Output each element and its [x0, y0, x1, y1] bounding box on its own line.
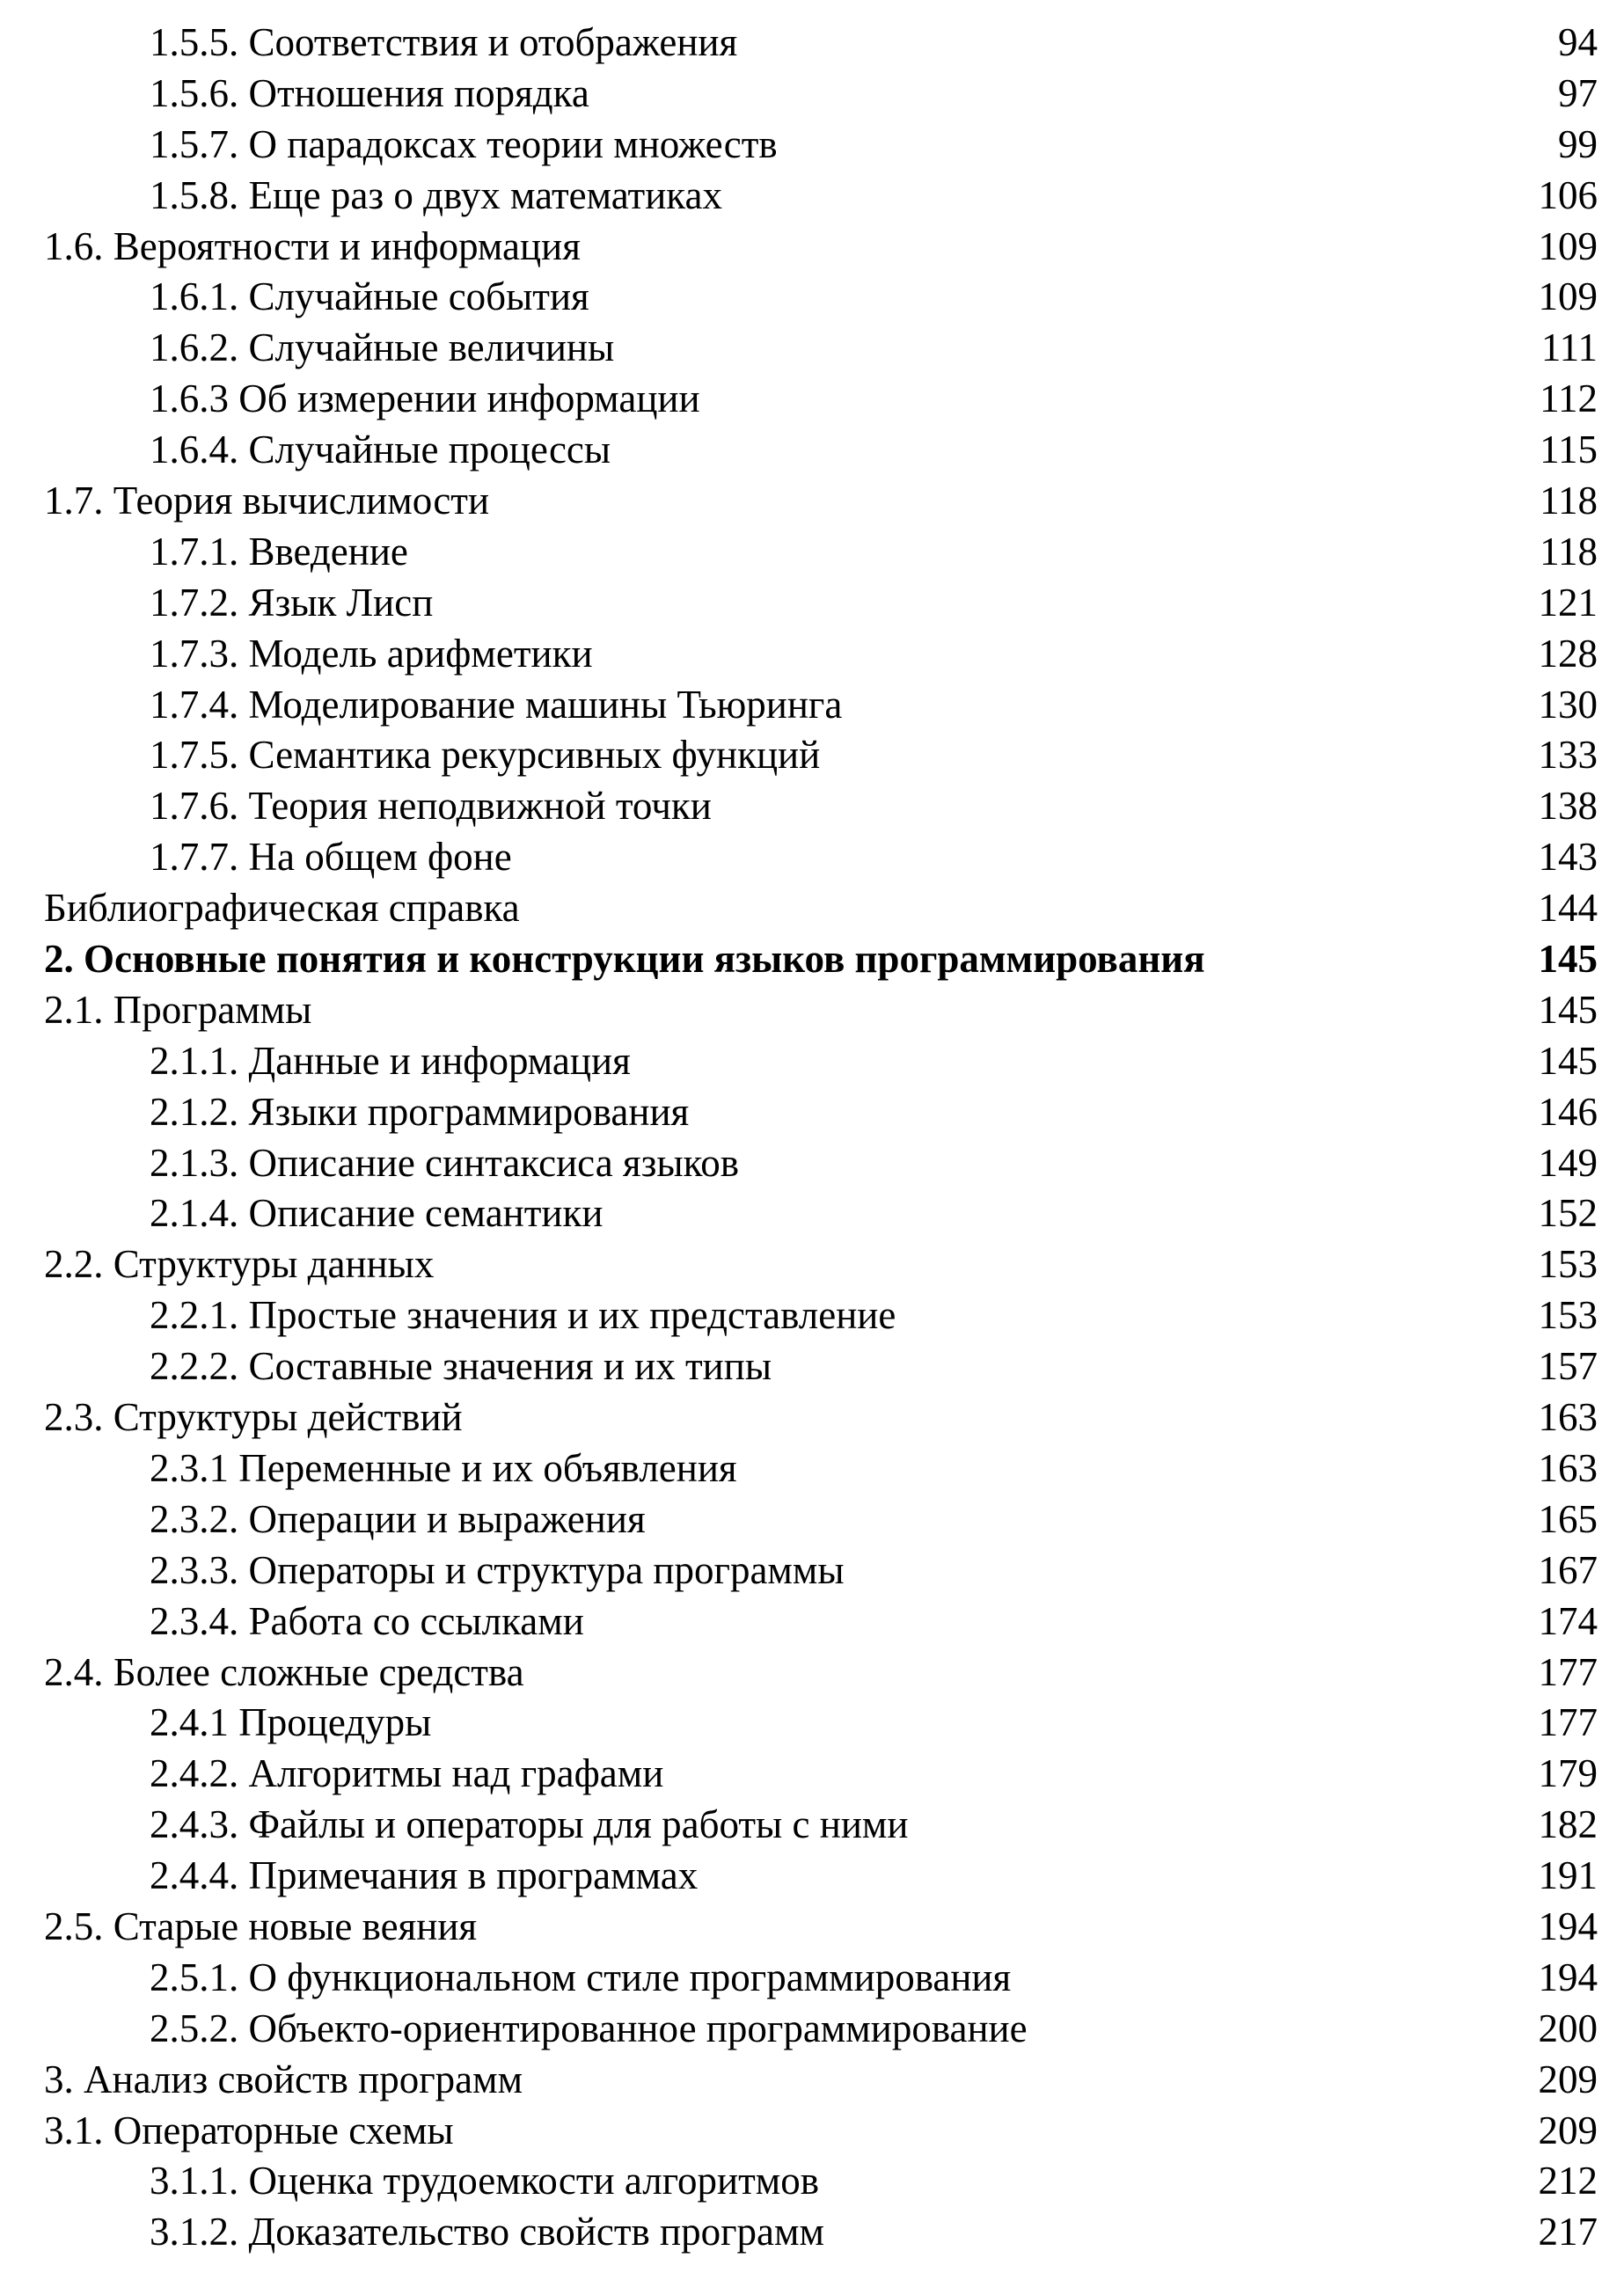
toc-subsection-entry	[0, 1749, 1624, 1800]
toc-section-entry	[0, 1902, 1624, 1953]
toc-entry-page-number: 157	[1538, 1344, 1598, 1389]
toc-subsection-entry	[0, 171, 1624, 222]
toc-subsection-entry	[0, 1597, 1624, 1648]
toc-entry-page-number: 145	[1538, 1038, 1598, 1083]
toc-entry-title: 1.6.4. Случайные процессы	[150, 428, 611, 472]
toc-entry-title: 1.5.8. Еще раз о двух математиках	[150, 172, 722, 217]
toc-subsection-entry	[0, 18, 1624, 69]
toc-entry-page-number: 165	[1538, 1496, 1598, 1541]
toc-subsection-entry	[0, 2004, 1624, 2055]
toc-entry-title: 2.2.1. Простые значения и их представление	[150, 1293, 896, 1338]
toc-entry-page-number: 212	[1538, 2159, 1598, 2203]
toc-entry-page-number: 177	[1538, 1649, 1598, 1694]
toc-subsection-entry	[0, 1494, 1624, 1546]
toc-entry-title: 2.1.4. Описание семантики	[150, 1191, 604, 1236]
toc-section-entry	[0, 2106, 1624, 2157]
toc-entry-page-number: 179	[1538, 1751, 1598, 1796]
toc-entry-title: 1.6.2. Случайные величины	[150, 325, 615, 370]
toc-section-entry	[0, 2055, 1624, 2106]
toc-subsection-entry	[0, 832, 1624, 883]
toc-entry-page-number: 152	[1538, 1191, 1598, 1236]
toc-entry-title: 2.1.2. Языки программирования	[150, 1089, 690, 1134]
toc-entry-title: 1.7.1. Введение	[150, 529, 408, 574]
toc-entry-page-number: 153	[1538, 1242, 1598, 1287]
toc-entry-page-number: 143	[1538, 835, 1598, 880]
toc-entry-title: 2.3.3. Операторы и структура программы	[150, 1547, 845, 1592]
toc-entry-title: 2.3. Структуры действий	[44, 1395, 463, 1440]
toc-entry-title: 1.6.1. Случайные события	[150, 274, 589, 319]
toc-entry-title: 1.7.4. Моделирование машины Тьюринга	[150, 682, 843, 727]
toc-entry-title: 1.7.3. Модель арифметики	[150, 631, 593, 676]
toc-entry-page-number: 130	[1538, 682, 1598, 727]
toc-subsection-entry	[0, 1188, 1624, 1239]
toc-entry-title: 2.4.1 Процедуры	[150, 1700, 432, 1745]
toc-entry-page-number: 167	[1538, 1547, 1598, 1592]
toc-entry-page-number: 99	[1558, 121, 1598, 166]
toc-entry-title: 1.7. Теория вычислимости	[44, 479, 490, 523]
toc-subsection-entry	[0, 578, 1624, 629]
toc-entry-page-number: 194	[1538, 1955, 1598, 1999]
toc-entry-page-number: 163	[1538, 1445, 1598, 1490]
toc-subsection-entry	[0, 527, 1624, 578]
toc-section-entry	[0, 1648, 1624, 1699]
toc-entry-title: 1.7.5. Семантика рекурсивных функций	[150, 733, 821, 778]
toc-entry-page-number: 149	[1538, 1140, 1598, 1185]
toc-entry-title: 2.3.2. Операции и выражения	[150, 1496, 646, 1541]
toc-entry-page-number: 118	[1540, 529, 1598, 574]
toc-entry-title: 3.1.1. Оценка трудоемкости алгоритмов	[150, 2159, 820, 2203]
toc-subsection-entry	[0, 629, 1624, 680]
toc-entry-page-number: 128	[1538, 631, 1598, 676]
toc-subsection-entry	[0, 323, 1624, 374]
toc-subsection-entry	[0, 374, 1624, 425]
toc-section-entry	[0, 222, 1624, 273]
toc-entry-page-number: 217	[1538, 2210, 1598, 2254]
toc-entry-page-number: 109	[1538, 223, 1598, 268]
toc-subsection-entry	[0, 781, 1624, 832]
toc-entry-title: 3.1.2. Доказательство свойств программ	[150, 2210, 824, 2254]
toc-entry-page-number: 106	[1538, 172, 1598, 217]
toc-entry-page-number: 118	[1540, 479, 1598, 523]
toc-entry-title: 2.4.3. Файлы и операторы для работы с ними	[150, 1802, 909, 1847]
toc-subsection-entry	[0, 1341, 1624, 1392]
toc-entry-page-number: 163	[1538, 1395, 1598, 1440]
toc-entry-title: 1.5.6. Отношения порядка	[150, 70, 589, 115]
toc-entry-title: 1.7.2. Язык Лисп	[150, 580, 434, 625]
toc-entry-title: 2.5. Старые новые веяния	[44, 1904, 478, 1948]
toc-entry-page-number: 133	[1538, 733, 1598, 778]
toc-entry-title: 2.1.3. Описание синтаксиса языков	[150, 1140, 739, 1185]
table-of-contents	[0, 18, 1624, 2258]
toc-section-entry	[0, 1392, 1624, 1443]
toc-entry-title: 1.5.7. О парадоксах теории множеств	[150, 121, 778, 166]
toc-entry-page-number: 209	[1538, 2108, 1598, 2152]
toc-entry-page-number: 177	[1538, 1700, 1598, 1745]
toc-entry-title: Библиографическая справка	[44, 886, 520, 931]
toc-entry-title: 1.7.7. На общем фоне	[150, 835, 512, 880]
toc-subsection-entry	[0, 1443, 1624, 1494]
toc-entry-page-number: 112	[1540, 376, 1598, 421]
toc-entry-title: 2.4. Более сложные средства	[44, 1649, 524, 1694]
toc-subsection-entry	[0, 1851, 1624, 1902]
toc-entry-page-number: 121	[1538, 580, 1598, 625]
toc-entry-page-number: 94	[1558, 20, 1598, 64]
toc-subsection-entry	[0, 1953, 1624, 2004]
toc-section-entry	[0, 1239, 1624, 1290]
toc-subsection-entry	[0, 120, 1624, 171]
toc-entry-title: 2.1. Программы	[44, 987, 312, 1032]
toc-entry-page-number: 144	[1538, 886, 1598, 931]
toc-subsection-entry	[0, 730, 1624, 781]
toc-entry-page-number: 115	[1540, 428, 1598, 472]
toc-entry-title: 2. Основные понятия и конструкции языков программирования	[44, 937, 1205, 982]
toc-entry-page-number: 109	[1538, 274, 1598, 319]
toc-entry-title: 2.3.1 Переменные и их объявления	[150, 1445, 737, 1490]
toc-entry-page-number: 182	[1538, 1802, 1598, 1847]
toc-subsection-entry	[0, 1036, 1624, 1087]
toc-section-entry	[0, 985, 1624, 1036]
toc-entry-page-number: 146	[1538, 1089, 1598, 1134]
toc-entry-page-number: 194	[1538, 1904, 1598, 1948]
toc-subsection-entry	[0, 1546, 1624, 1597]
toc-entry-title: 2.2. Структуры данных	[44, 1242, 435, 1287]
toc-entry-title: 2.4.4. Примечания в программах	[150, 1853, 699, 1898]
toc-subsection-entry	[0, 680, 1624, 731]
toc-subsection-entry	[0, 1138, 1624, 1189]
toc-entry-page-number: 200	[1538, 2006, 1598, 2050]
toc-subsection-entry	[0, 69, 1624, 120]
toc-section-entry	[0, 476, 1624, 527]
toc-entry-page-number: 145	[1538, 937, 1598, 982]
toc-entry-title: 2.4.2. Алгоритмы над графами	[150, 1751, 664, 1796]
toc-subsection-entry	[0, 1698, 1624, 1749]
toc-entry-title: 2.5.2. Объекто-ориентированное программирование	[150, 2006, 1028, 2050]
toc-entry-title: 3.1. Операторные схемы	[44, 2108, 454, 2152]
toc-entry-title: 3. Анализ свойств программ	[44, 2057, 523, 2101]
toc-entry-page-number: 209	[1538, 2057, 1598, 2101]
toc-subsection-entry	[0, 2207, 1624, 2258]
toc-entry-title: 1.6. Вероятности и информация	[44, 223, 581, 268]
toc-entry-page-number: 145	[1538, 987, 1598, 1032]
toc-entry-title: 1.5.5. Соответствия и отображения	[150, 20, 738, 64]
toc-entry-title: 1.6.3 Об измерении информации	[150, 376, 700, 421]
toc-entry-page-number: 138	[1538, 784, 1598, 829]
toc-entry-title: 2.1.1. Данные и информация	[150, 1038, 631, 1083]
toc-entry-title: 2.2.2. Составные значения и их типы	[150, 1344, 772, 1389]
toc-subsection-entry	[0, 1800, 1624, 1851]
toc-entry-title: 2.3.4. Работа со ссылками	[150, 1598, 584, 1643]
toc-entry-title: 2.5.1. О функциональном стиле программирования	[150, 1955, 1012, 1999]
toc-subsection-entry	[0, 425, 1624, 476]
toc-subsection-entry	[0, 1087, 1624, 1138]
toc-entry-page-number: 174	[1538, 1598, 1598, 1643]
toc-subsection-entry	[0, 272, 1624, 323]
toc-subsection-entry	[0, 1290, 1624, 1341]
toc-entry-title: 1.7.6. Теория неподвижной точки	[150, 784, 712, 829]
toc-section-entry	[0, 883, 1624, 934]
toc-subsection-entry	[0, 2156, 1624, 2207]
toc-entry-page-number: 111	[1540, 325, 1598, 370]
toc-entry-page-number: 153	[1538, 1293, 1598, 1338]
toc-entry-page-number: 191	[1538, 1853, 1598, 1898]
toc-section-entry	[0, 934, 1624, 985]
toc-entry-page-number: 97	[1558, 70, 1598, 115]
